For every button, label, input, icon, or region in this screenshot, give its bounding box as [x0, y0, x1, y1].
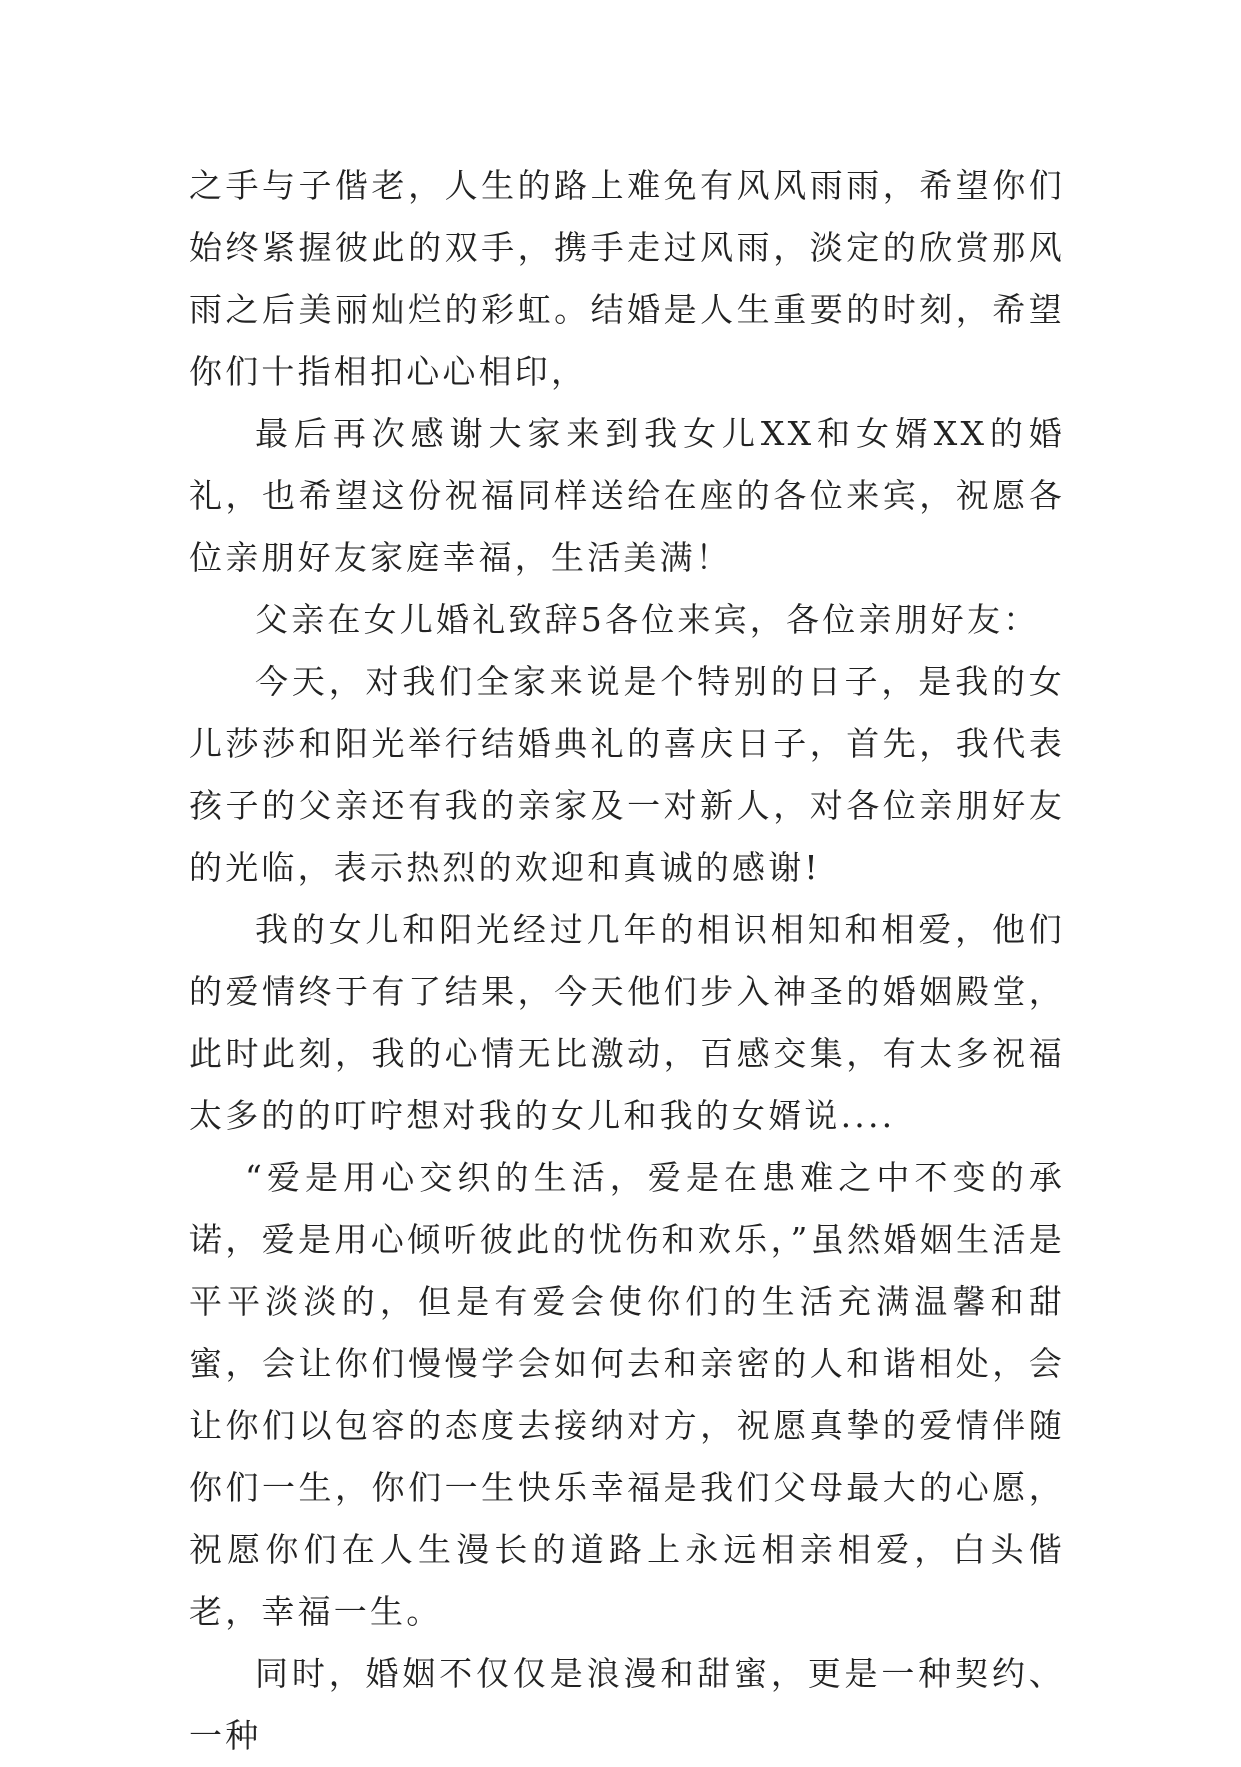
paragraph-speech-heading: 父亲在女儿婚礼致辞5各位来宾，各位亲朋好友： [255, 600, 1040, 639]
paragraph-love-quote: “爱是用心交织的生活，爱是在患难之中不变的承诺，爱是用心倾听彼此的忧伤和欢乐，”虽然婚姻生活是平平淡淡的，但是有爱会使你们的生活充满温馨和甜蜜，会让你们慢慢学会如何去和亲密的人和谐相处，会让你们以包容的态度去接纳对方，祝愿真挚的爱情伴随你们一生，你们一生快乐幸福是我们父母最大的心愿，祝愿你们在人生漫长的道路上永远相亲相爱，白头偕老，幸福一生。 [189, 1158, 1065, 1631]
paragraph-continuation: 之手与子偕老，人生的路上难免有风风雨雨，希望你们始终紧握彼此的双手，携手走过风雨，淡定的欣赏那风雨之后美丽灿烂的彩虹。结婚是人生重要的时刻，希望你们十指相扣心心相印， [189, 166, 1065, 391]
document-body [189, 155, 1065, 1767]
paragraph-daughter-love: 我的女儿和阳光经过几年的相识相知和相爱，他们的爱情终于有了结果，今天他们步入神圣的婚姻殿堂，此时此刻，我的心情无比激动，百感交集，有太多祝福太多的的叮咛想对我的女儿和我的女婿说.... [189, 910, 1065, 1135]
paragraph-welcome: 今天，对我们全家来说是个特别的日子，是我的女儿莎莎和阳光举行结婚典礼的喜庆日子，首先，我代表孩子的父亲还有我的亲家及一对新人，对各位亲朋好友的光临，表示热烈的欢迎和真诚的感谢! [189, 662, 1065, 887]
paragraph-closing-thanks: 最后再次感谢大家来到我女儿XX和女婿XX的婚礼，也希望这份祝福同样送给在座的各位来宾，祝愿各位亲朋好友家庭幸福，生活美满！ [189, 414, 1065, 577]
paragraph-marriage-contract: 同时，婚姻不仅仅是浪漫和甜蜜，更是一种契约、一种 [189, 1654, 1065, 1755]
